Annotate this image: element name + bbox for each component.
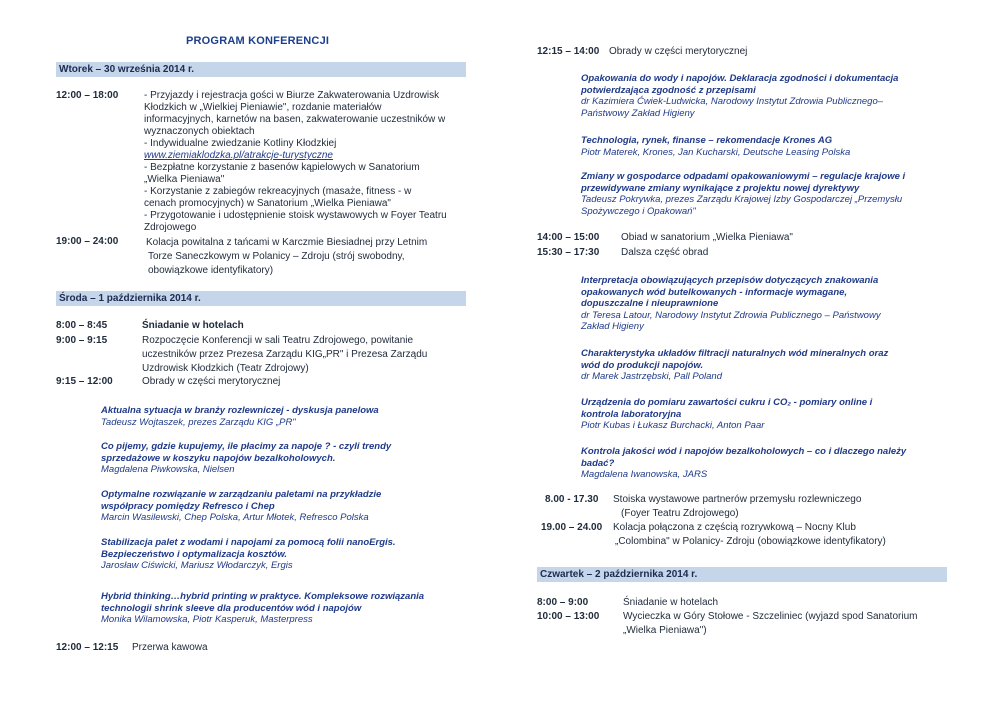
talk-title: Stabilizacja palet z wodami i napojami za pomocą folii nanoErgis. (101, 537, 396, 548)
talk-author: dr Kazimiera Ćwiek-Ludwicka, Narodowy Instytut Zdrowia Publicznego– (581, 96, 884, 107)
desc-line: Kłodzkich w „Wielkiej Pieniawie", rozdanie materiałów (144, 102, 382, 113)
time-label: 9:15 – 12:00 (56, 376, 113, 387)
time-label: 12:00 – 12:15 (56, 642, 119, 653)
desc-line: - Przygotowanie i udostępnienie stoisk wystawowych w Foyer Teatru (144, 210, 447, 221)
talk-item (581, 73, 951, 119)
desc-line: informacyjnych, karnetów na basen, zakwaterowanie uczestników w (144, 114, 446, 125)
desc-line: cenach promocyjnych) w Sanatorium „Wielka Pieniawa" (144, 198, 391, 209)
desc-line: uczestników przez Prezesa Zarządu KIG„PR" i Prezesa Zarządu (142, 349, 428, 360)
desc-line: Uzdrowisk Kłodzkich (Teatr Zdrojowy) (142, 363, 309, 374)
talk-title: Kontrola jakości wód i napojów bezalkoholowych – co i dlaczego należy (581, 446, 907, 457)
talk-item (581, 348, 951, 383)
talk-title: kontrola laboratoryjna (581, 408, 682, 420)
talk-title: Zmiany w gospodarce odpadami opakowaniowymi – regulacje krajowe i (581, 171, 906, 182)
desc-line: - Przyjazdy i rejestracja gości w Biurze Zakwaterowania Uzdrowisk (144, 90, 440, 101)
desc-line: Obrady w części merytorycznej (609, 46, 748, 57)
talk-title: Aktualna sytuacja w branży rozlewniczej - dyskusja panelowa (101, 405, 379, 416)
desc-line: Stoiska wystawowe partnerów przemysłu rozlewniczego (613, 494, 862, 505)
talk-item (101, 489, 466, 524)
time-label: 19:00 – 24:00 (56, 236, 119, 247)
desc-line: obowiązkowe identyfikatory) (148, 265, 274, 276)
talk-title: Urządzenia do pomiaru zawartości cukru i CO₂ - pomiary online i (581, 397, 873, 408)
talk-item (581, 397, 951, 432)
talk-item (581, 275, 951, 333)
desc-line: Zdrojowego (144, 222, 197, 233)
desc-line: Dalsza część obrad (621, 247, 709, 258)
time-label: 10:00 – 13:00 (537, 611, 600, 622)
talk-author: Państwowy Zakład Higieny (581, 107, 695, 119)
talk-title: przewidywane zmiany wynikające z projektu nowej dyrektywy (581, 182, 860, 194)
desc-line: wyznaczonych obiektach (144, 126, 255, 137)
talk-title: wód do produkcji napojów. (581, 359, 704, 371)
talk-title: Technologia, rynek, finanse – rekomendacje Krones AG (581, 135, 833, 146)
talk-author: Piotr Kubas i Łukasz Burchacki, Anton Paar (581, 420, 765, 431)
desc-line: Śniadanie w hotelach (142, 320, 244, 331)
talk-title: Bezpieczeństwo i optymalizacja kosztów. (101, 548, 288, 560)
time-label: 14:00 – 15:00 (537, 232, 600, 243)
desc-line: „Wielka Pieniawa" (144, 174, 225, 185)
talk-title: opakowanych wód butelkowanych - informacje wymagane, (581, 286, 848, 298)
tourism-link[interactable]: www.ziemiaklodzka.pl/atrakcje-turystyczne (144, 150, 333, 161)
talk-author: Tadeusz Pokrywka, prezes Zarządu Krajowej Izby Gospodarczej „Przemysłu (581, 194, 903, 205)
talk-title: współpracy pomiędzy Refresco i Chep (101, 500, 275, 512)
time-label: 15:30 – 17:30 (537, 247, 600, 258)
day-header-thursday: Czwartek – 2 października 2014 r. (537, 567, 947, 582)
talk-author: Magdalena Iwanowska, JARS (581, 469, 708, 480)
talk-title: Charakterystyka układów filtracji naturalnych wód mineralnych oraz (581, 348, 889, 359)
talk-title: Hybrid thinking…hybrid printing w praktyce. Kompleksowe rozwiązania (101, 591, 425, 602)
talk-author: Marcin Wasilewski, Chep Polska, Artur Młotek, Refresco Polska (101, 512, 369, 523)
desc-line: Rozpoczęcie Konferencji w sali Teatru Zdrojowego, powitanie (142, 335, 414, 346)
desc-line: - Indywidualne zwiedzanie Kotliny Kłodzkiej (144, 138, 337, 149)
talk-item (581, 135, 951, 158)
time-label: 19.00 – 24.00 (541, 522, 603, 533)
talk-title: Interpretacja obowiązujących przepisów dotyczących znakowania (581, 275, 879, 286)
talk-title: sprzedażowe w koszyku napojów bezalkoholowych. (101, 452, 336, 464)
time-label: 8.00 - 17.30 (545, 494, 599, 505)
time-label: 12:15 – 14:00 (537, 46, 600, 57)
desc-line: Kolacja powitalna z tańcami w Karczmie Biesiadnej przy Letnim (146, 237, 428, 248)
day-header-tuesday: Wtorek – 30 września 2014 r. (56, 62, 466, 77)
desc-line: - Bezpłatne korzystanie z basenów kąpielowych w Sanatorium (144, 162, 420, 173)
desc-line: (Foyer Teatru Zdrojowego) (621, 508, 739, 519)
talk-title: potwierdzająca zgodność z przepisami (581, 84, 756, 96)
talk-author: Spożywczego i Opakowań" (581, 205, 696, 217)
talk-item (101, 537, 466, 572)
talk-author: Magdalena Piwkowska, Nielsen (101, 464, 235, 475)
time-label: 9:00 – 9:15 (56, 335, 108, 346)
desc-line: Obiad w sanatorium „Wielka Pieniawa" (621, 232, 793, 243)
talk-author: Tadeusz Wojtaszek, prezes Zarządu KIG „PR" (101, 416, 296, 428)
desc-line: Wycieczka w Góry Stołowe - Szczeliniec (wyjazd spod Sanatorium (623, 611, 918, 622)
schedule-row (56, 90, 466, 250)
desc-line: Torze Saneczkowym w Polanicy – Zdroju (strój swobodny, (148, 251, 405, 262)
desc-line: Śniadanie w hotelach (623, 597, 719, 608)
desc-line: „Colombina" w Polanicy- Zdroju (obowiązkowe identyfikatory) (615, 536, 886, 547)
desc-line: Kolacja połączona z częścią rozrywkową – Nocny Klub (613, 522, 856, 533)
talk-author: dr Teresa Latour, Narodowy Instytut Zdrowia Publicznego – Państwowy (581, 309, 881, 321)
talk-item (581, 171, 951, 217)
time-label: 12:00 – 18:00 (56, 90, 119, 101)
talk-item (581, 446, 951, 481)
day-header-wednesday: Środa – 1 października 2014 r. (56, 291, 466, 306)
desc-line: „Wielka Pieniawa") (623, 625, 707, 636)
talk-author: Zakład Higieny (581, 321, 644, 332)
desc-line: - Korzystanie z zabiegów rekreacyjnych (masaże, fitness - w (144, 186, 412, 197)
page-title: PROGRAM KONFERENCJI (186, 35, 330, 47)
talk-title: technologii shrink sleeve dla producentów wód i napojów (101, 602, 362, 614)
talk-title: Optymalne rozwiązanie w zarządzaniu paletami na przykładzie (101, 489, 382, 500)
time-label: 8:00 – 8:45 (56, 320, 108, 331)
schedule-row (56, 236, 466, 276)
talk-title: Co pijemy, gdzie kupujemy, ile płacimy za napoje ? - czyli trendy (101, 441, 392, 452)
desc-line: Obrady w części merytorycznej (142, 376, 281, 387)
talk-title: badać? (581, 457, 615, 469)
talk-item (101, 441, 466, 476)
talk-author: Piotr Materek, Krones, Jan Kucharski, Deutsche Leasing Polska (581, 146, 851, 158)
talk-item (101, 405, 466, 428)
talk-item (101, 591, 471, 626)
talk-author: Jarosław Ciświcki, Mariusz Włodarczyk, Ergis (101, 560, 293, 571)
talk-title: Opakowania do wody i napojów. Deklaracja zgodności i dokumentacja (581, 73, 899, 84)
time-label: 8:00 – 9:00 (537, 597, 589, 608)
desc-line: Przerwa kawowa (132, 642, 208, 653)
talk-title: dopuszczalne i nieuprawnione (581, 298, 719, 309)
talk-author: dr Marek Jastrzębski, Pall Poland (581, 371, 722, 382)
talk-author: Monika Wilamowska, Piotr Kasperuk, Masterpress (101, 614, 313, 625)
